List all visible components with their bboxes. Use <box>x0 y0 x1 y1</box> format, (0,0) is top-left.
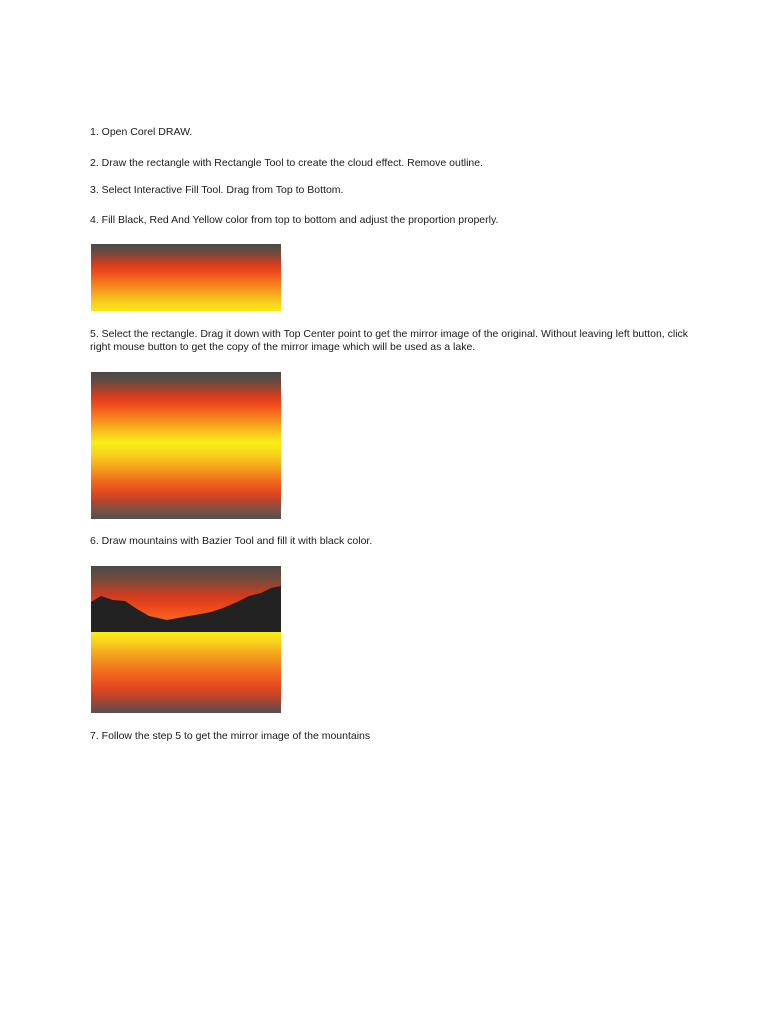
step-3: 3. Select Interactive Fill Tool. Drag from Top to Bottom. <box>90 184 344 196</box>
mountains-figure <box>91 566 281 713</box>
mirrored-gradient-figure <box>91 372 281 519</box>
step-4: 4. Fill Black, Red And Yellow color from top to bottom and adjust the proportion properly. <box>90 214 499 226</box>
lake <box>91 632 281 713</box>
step-5: 5. Select the rectangle. Drag it down with Top Center point to get the mirror image of the original. Without leaving left button, click right mouse button to get the copy of the mirror image which will be used as a lake. <box>90 328 689 353</box>
mountains-illustration <box>91 566 281 713</box>
step-2: 2. Draw the rectangle with Rectangle Tool to create the cloud effect. Remove outline. <box>90 157 484 169</box>
step-7: 7. Follow the step 5 to get the mirror image of the mountains <box>90 730 371 742</box>
step-6: 6. Draw mountains with Bazier Tool and fill it with black color. <box>90 535 373 547</box>
step-1: 1. Open Corel DRAW. <box>90 126 193 138</box>
gradient-rectangle-figure <box>91 244 281 311</box>
